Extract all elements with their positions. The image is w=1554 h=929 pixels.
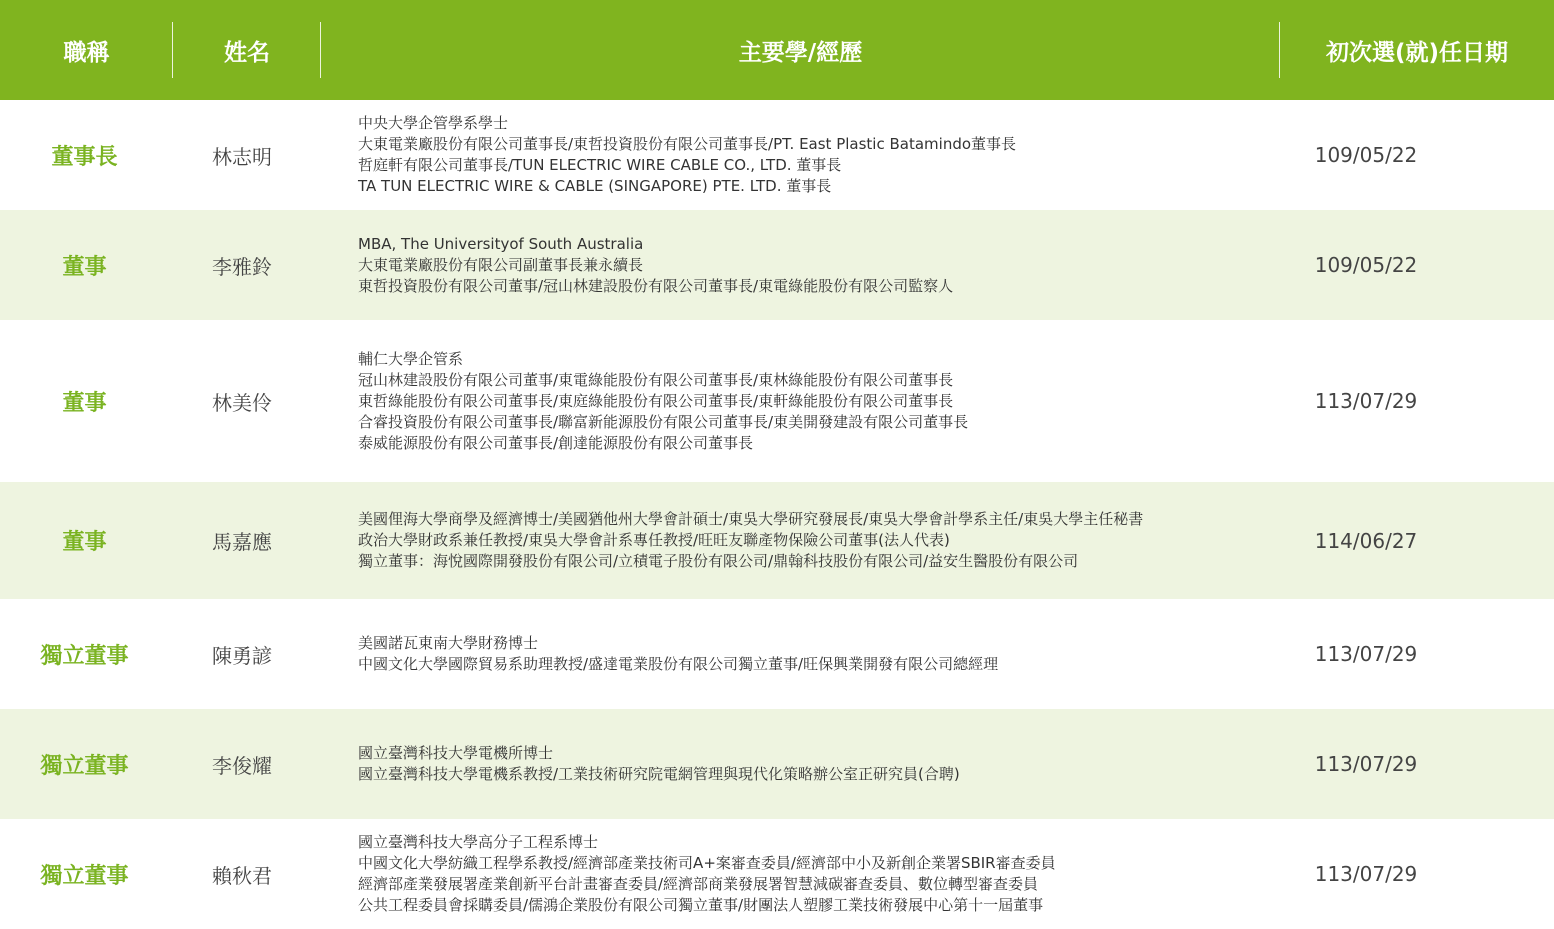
experience-line: 冠山林建設股份有限公司董事/東電綠能股份有限公司董事長/東林綠能股份有限公司董事長 — [358, 370, 954, 389]
position-title: 董事 — [62, 390, 107, 416]
member-name: 李雅鈴 — [212, 254, 272, 279]
experience-line: 哲庭軒有限公司董事長/TUN ELECTRIC WIRE CABLE CO., LTD. 董事長 — [358, 156, 842, 174]
experience-line: 政治大學財政系兼任教授/東吳大學會計系專任教授/旺旺友聯產物保險公司董事(法人代表) — [358, 531, 950, 549]
table-row — [0, 709, 1554, 819]
member-name: 馬嘉應 — [212, 530, 272, 554]
member-name: 林志明 — [212, 144, 272, 169]
experience-line: 國立臺灣科技大學電機系教授/工業技術研究院電網管理與現代化策略辦公室正研究員(合聘) — [358, 765, 960, 783]
table-row — [0, 210, 1554, 320]
header-name: 姓名 — [173, 0, 321, 100]
experience-line: 經濟部產業發展署產業創新平台計畫審查委員/經濟部商業發展署智慧減碳審查委員、數位轉型審查委員 — [358, 875, 1039, 893]
header-date: 初次選(就)任日期 — [1325, 39, 1509, 66]
position-title: 獨立董事 — [40, 643, 129, 669]
table-row — [0, 320, 1554, 482]
experience-line: 中國文化大學紡織工程學系教授/經濟部產業技術司A+案審查委員/經濟部中小及新創企業署SBIR審查委員 — [358, 854, 1056, 872]
experience-line: 輔仁大學企管系 — [358, 349, 464, 368]
experience-list — [316, 234, 1231, 297]
experience-list — [316, 743, 1231, 785]
table-row — [0, 819, 1554, 929]
experience-line: 美國諾瓦東南大學財務博士 — [358, 634, 539, 652]
experience-line: 大東電業廠股份有限公司副董事長兼永續長 — [358, 255, 644, 274]
experience-line: 獨立董事：海悅國際開發股份有限公司/立積電子股份有限公司/鼎翰科技股份有限公司/益安生醫股份有限公司 — [358, 552, 1079, 570]
experience-line: 中央大學企管學系學士 — [358, 114, 509, 132]
experience-line: 中國文化大學國際貿易系助理教授/盛達電業股份有限公司獨立董事/旺保興業開發有限公司總經理 — [358, 655, 999, 673]
appointment-date: 109/05/22 — [1314, 253, 1418, 277]
appointment-date: 113/07/29 — [1314, 862, 1418, 886]
member-name: 陳勇諺 — [212, 643, 272, 668]
table-header — [0, 0, 1554, 100]
experience-line: 泰威能源股份有限公司董事長/創達能源股份有限公司董事長 — [358, 433, 754, 452]
appointment-date: 113/07/29 — [1314, 752, 1418, 776]
member-name: 林美伶 — [212, 390, 272, 415]
experience-line: TA TUN ELECTRIC WIRE & CABLE (SINGAPORE) PTE. LTD. 董事長 — [358, 177, 832, 195]
position-title: 獨立董事 — [40, 753, 129, 779]
experience-line: 大東電業廠股份有限公司董事長/東哲投資股份有限公司董事長/PT. East Plastic Batamindo董事長 — [358, 135, 1017, 153]
position-title: 董事 — [62, 254, 107, 280]
table-row — [0, 599, 1554, 709]
appointment-date: 113/07/29 — [1314, 389, 1418, 413]
header-experience: 主要學/經歷 — [321, 0, 1280, 100]
member-name: 賴秋君 — [212, 863, 272, 888]
experience-line: 東哲投資股份有限公司董事/冠山林建設股份有限公司董事長/東電綠能股份有限公司監察人 — [358, 276, 954, 295]
header-title: 職稱 — [0, 0, 173, 100]
appointment-date: 114/06/27 — [1314, 528, 1418, 553]
table-row — [0, 482, 1554, 599]
experience-list — [316, 633, 1231, 675]
member-name: 李俊耀 — [212, 753, 272, 778]
experience-line: 合睿投資股份有限公司董事長/聯富新能源股份有限公司董事長/東美開發建設有限公司董事長 — [358, 412, 969, 431]
table-row — [0, 100, 1554, 210]
experience-list — [316, 832, 1231, 916]
position-title: 董事長 — [51, 144, 118, 170]
position-title: 董事 — [62, 530, 107, 555]
position-title: 獨立董事 — [40, 863, 129, 889]
appointment-date: 113/07/29 — [1314, 642, 1418, 666]
experience-line: 公共工程委員會採購委員/儒鴻企業股份有限公司獨立董事/財團法人塑膠工業技術發展中心第十一屆董事 — [358, 896, 1044, 914]
experience-list — [316, 509, 1231, 572]
experience-list — [316, 349, 1231, 454]
experience-line: 國立臺灣科技大學高分子工程系博士 — [358, 833, 599, 851]
experience-line: MBA, The Universityof South Australia — [358, 234, 644, 253]
appointment-date: 109/05/22 — [1314, 143, 1418, 167]
experience-line: 國立臺灣科技大學電機所博士 — [358, 744, 554, 762]
experience-line: 東哲綠能股份有限公司董事長/東庭綠能股份有限公司董事長/東軒綠能股份有限公司董事長 — [358, 391, 954, 410]
experience-list — [316, 113, 1231, 197]
experience-line: 美國俚海大學商學及經濟博士/美國猶他州大學會計碩士/東吳大學研究發展長/東吳大學會計學系主任/東吳大學主任秘書 — [358, 510, 1144, 528]
